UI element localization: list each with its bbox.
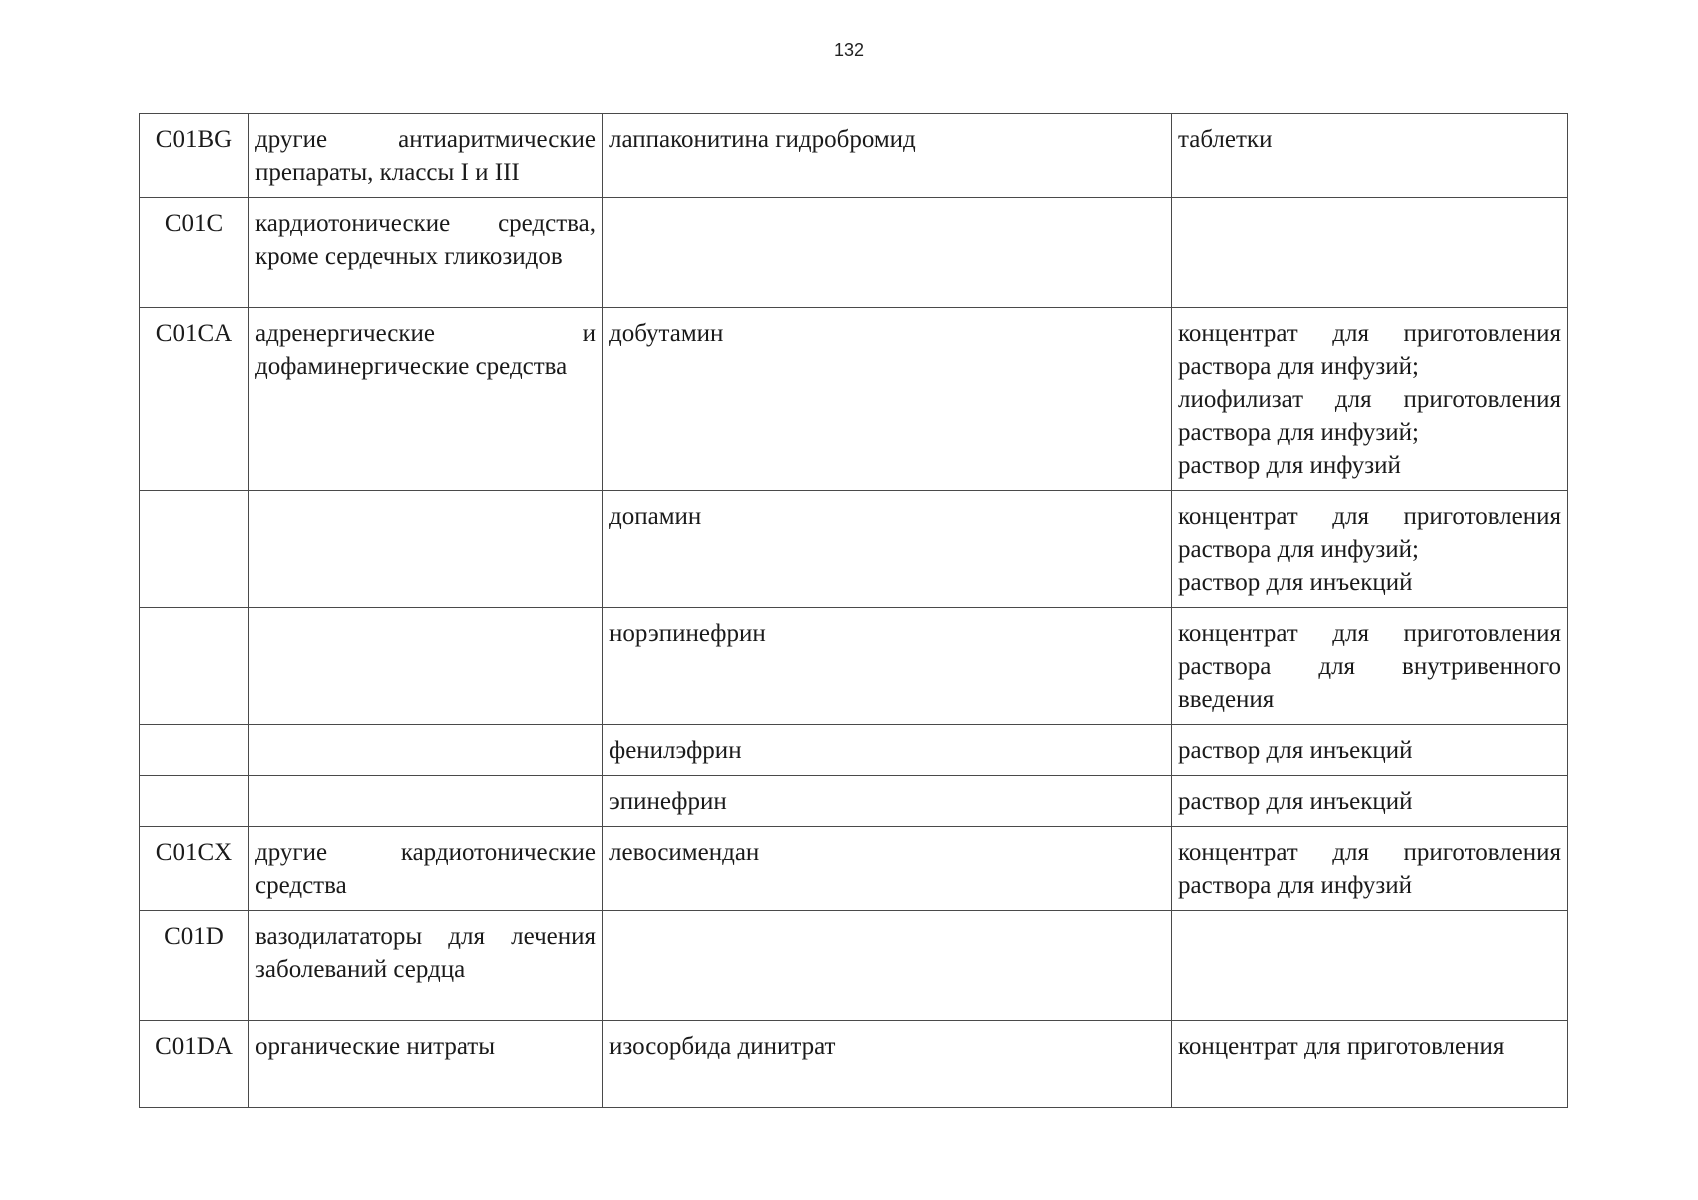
dosage-form-cell	[1172, 1021, 1568, 1108]
table-row	[140, 608, 1568, 725]
group-name-cell: вазодилататоры для лечения заболеваний сердца	[249, 911, 603, 1021]
atc-code-cell: C01BG	[140, 114, 249, 198]
group-name-cell	[249, 776, 603, 827]
dosage-form-cell	[1172, 911, 1568, 1021]
dosage-form-line: раствор для инъекций	[1178, 569, 1413, 596]
atc-code-cell: C01C	[140, 198, 249, 308]
dosage-form-cell	[1172, 114, 1568, 198]
dosage-form-cell	[1172, 608, 1568, 725]
table-row	[140, 911, 1568, 1021]
drug-classification-table	[139, 113, 1568, 1108]
group-name-cell: органические нитраты	[249, 1021, 603, 1108]
dosage-form-cell	[1172, 827, 1568, 911]
group-name-cell: кардиотонические средства, кроме сердечных гликозидов	[249, 198, 603, 308]
atc-code-cell: C01CA	[140, 308, 249, 491]
group-name-cell	[249, 608, 603, 725]
page-number: 132	[833, 40, 865, 60]
drug-name-cell: добутамин	[603, 308, 1172, 491]
dosage-form-line: концентрат для приготовления раствора для инфузий;	[1178, 320, 1561, 380]
atc-code-cell	[140, 725, 249, 776]
dosage-form-line: таблетки	[1178, 126, 1273, 153]
dosage-form-cell	[1172, 198, 1568, 308]
atc-code-cell	[140, 491, 249, 608]
drug-name-cell	[603, 198, 1172, 308]
dosage-form-line: концентрат для приготовления раствора для инфузий	[1178, 839, 1561, 899]
drug-name-cell	[603, 911, 1172, 1021]
drug-name-cell: эпинефрин	[603, 776, 1172, 827]
group-name-cell: адренергические и дофаминергические средства	[249, 308, 603, 491]
drug-name-cell: изосорбида динитрат	[603, 1021, 1172, 1108]
group-name-cell: другие кардиотонические средства	[249, 827, 603, 911]
table-row	[140, 827, 1568, 911]
table-row	[140, 114, 1568, 198]
atc-code-cell	[140, 608, 249, 725]
table-row	[140, 725, 1568, 776]
dosage-form-line: раствор для инъекций	[1178, 788, 1413, 815]
dosage-form-line: раствор для инъекций	[1178, 737, 1413, 764]
atc-code-cell	[140, 776, 249, 827]
dosage-form-line: концентрат для приготовления	[1178, 1033, 1505, 1060]
atc-code-cell: C01D	[140, 911, 249, 1021]
dosage-form-cell	[1172, 491, 1568, 608]
drug-name-cell: лаппаконитина гидробромид	[603, 114, 1172, 198]
drug-name-cell: допамин	[603, 491, 1172, 608]
dosage-form-cell	[1172, 725, 1568, 776]
table-row	[140, 198, 1568, 308]
dosage-form-cell	[1172, 308, 1568, 491]
dosage-form-line: концентрат для приготовления раствора для внутривенного введения	[1178, 620, 1561, 713]
dosage-form-line: концентрат для приготовления раствора для инфузий;	[1178, 503, 1561, 563]
table-row	[140, 308, 1568, 491]
dosage-form-line: лиофилизат для приготовления раствора для инфузий;	[1178, 386, 1561, 446]
table-row	[140, 1021, 1568, 1108]
group-name-cell	[249, 725, 603, 776]
dosage-form-cell	[1172, 776, 1568, 827]
drug-name-cell: фенилэфрин	[603, 725, 1172, 776]
atc-code-cell: C01CX	[140, 827, 249, 911]
drug-name-cell: норэпинефрин	[603, 608, 1172, 725]
table-row	[140, 491, 1568, 608]
dosage-form-line: раствор для инфузий	[1178, 452, 1401, 479]
drug-name-cell: левосимендан	[603, 827, 1172, 911]
group-name-cell	[249, 491, 603, 608]
table-row	[140, 776, 1568, 827]
group-name-cell: другие антиаритмические препараты, классы I и III	[249, 114, 603, 198]
atc-code-cell: C01DA	[140, 1021, 249, 1108]
